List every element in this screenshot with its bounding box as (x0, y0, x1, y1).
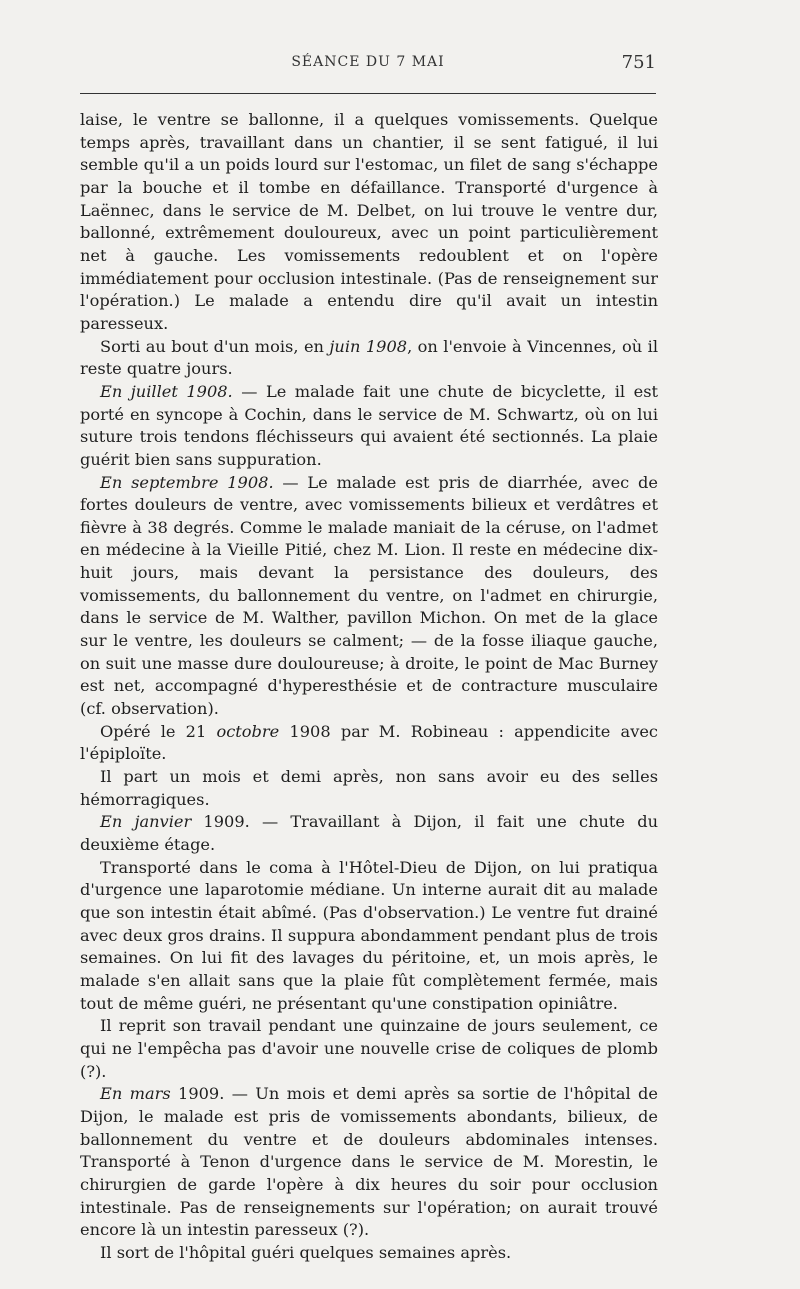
paragraph (80, 1242, 658, 1265)
paragraph (80, 336, 658, 381)
paragraph-text: Il part un mois et demi après, non sans avoir eu des selles hémorragiques. (80, 767, 658, 809)
paragraph (80, 1015, 658, 1083)
paragraph-text: — Le malade fait une chute de bicyclette, il est porté en syncope à Cochin, dans le service de M. Schwartz, où on lui suture trois tendons fléchisseurs qui avaient été sectionnés. La plaie guérit bien sans suppuration. (80, 381, 659, 469)
paragraph (80, 109, 658, 336)
header-rule (80, 93, 656, 94)
page-number: 751 (621, 52, 656, 73)
page-header (80, 54, 656, 84)
paragraph-text: 1909. — Travaillant à Dijon, il fait une chute du deuxième étage. (80, 812, 659, 854)
date-italic: octobre (216, 721, 280, 741)
paragraph-text: Sorti au bout d'un mois, en (100, 336, 330, 356)
paragraph-text: — Le malade est pris de diarrhée, avec de fortes douleurs de ventre, avec vomissements bilieux et verdâtres et fièvre à 38 degrés. Comme le malade maniait de la céruse, on l'admet en médecine à la Vieille Pitié, chez M. Lion. Il reste en médecine dix-huit jours, mais devant la persistance des douleurs, des vomissements, du ballonnement du ventre, on l'admet en chirurgie, dans le service de M. Walther, pavillon Michon. On met de la glace sur le ventre, les douleurs se calment; — de la fosse iliaque gauche, on suit une masse dure douloureuse; à droite, le point de Mac Burney est net, accompagné d'hyperesthésie et de contracture musculaire (cf. observation). (80, 472, 658, 719)
paragraph (80, 811, 658, 856)
paragraph (80, 721, 658, 766)
date-italic: En septembre 1908. (100, 472, 274, 492)
body-text (80, 109, 658, 1264)
paragraph-text: 1909. — Un mois et demi après sa sortie de l'hôpital de Dijon, le malade est pris de vomissements abondants, bilieux, de ballonnement du ventre et de douleurs abdominales intenses. Transporté à Tenon d'urgence dans le service de M. Morestin, le chirurgien de garde l'opère à dix heures du soir pour occlusion intestinale. Pas de renseignements sur l'opération; on aurait trouvé encore là un intestin paresseux (?). (80, 1084, 658, 1240)
paragraph-text: Transporté dans le coma à l'Hôtel-Dieu de Dijon, on lui pratiqua d'urgence une laparotomie médiane. Un interne aurait dit au malade que son intestin était abîmé. (Pas d'observation.) Le ventre fut drainé avec deux gros drains. Il suppura abondamment pendant plus de trois semaines. On lui fit des lavages du péritoine, et, un mois après, le malade s'en allait sans que la plaie fût complètement fermée, mais tout de même guéri, ne présentant qu'une constipation opiniâtre. (80, 857, 658, 1013)
paragraph-text: laise, le ventre se ballonne, il a quelques vomissements. Quelque temps après, travaillant dans un chantier, il se sent fatigué, il lui semble qu'il a un poids lourd sur l'estomac, un filet de sang s'échappe par la bouche et il tombe en défaillance. Transporté d'urgence à Laënnec, dans le service de M. Delbet, on lui trouve le ventre dur, ballonné, extrêmement douloureux, avec un point particulièrement net à gauche. Les vomissements redoublent et on l'opère immédiatement pour occlusion intestinale. (Pas de renseignement sur l'opération.) Le malade a entendu dire qu'il avait un intestin paresseux. (80, 110, 658, 333)
paragraph (80, 857, 658, 1016)
paragraph (80, 766, 658, 811)
paragraph (80, 381, 658, 472)
paragraph (80, 472, 658, 721)
paragraph-text: Il sort de l'hôpital guéri quelques semaines après. (100, 1242, 512, 1262)
date-italic: En juillet 1908. (100, 381, 233, 401)
paragraph-text: , on l'envoie à Vincennes, où il reste quatre jours. (80, 336, 659, 379)
running-title: SÉANCE DU 7 MAI (291, 54, 445, 70)
date-italic: En janvier (100, 812, 192, 832)
date-italic: En mars (100, 1084, 171, 1104)
paragraph-text: Opéré le 21 (100, 721, 217, 741)
date-italic: juin 1908 (329, 336, 408, 356)
paragraph-text: Il reprit son travail pendant une quinzaine de jours seulement, ce qui ne l'empêcha pas d'avoir une nouvelle crise de coliques de plomb (?). (80, 1016, 658, 1081)
paragraph-text: 1908 par M. Robineau : appendicite avec l'épiploïte. (80, 721, 658, 764)
paragraph (80, 1083, 658, 1242)
